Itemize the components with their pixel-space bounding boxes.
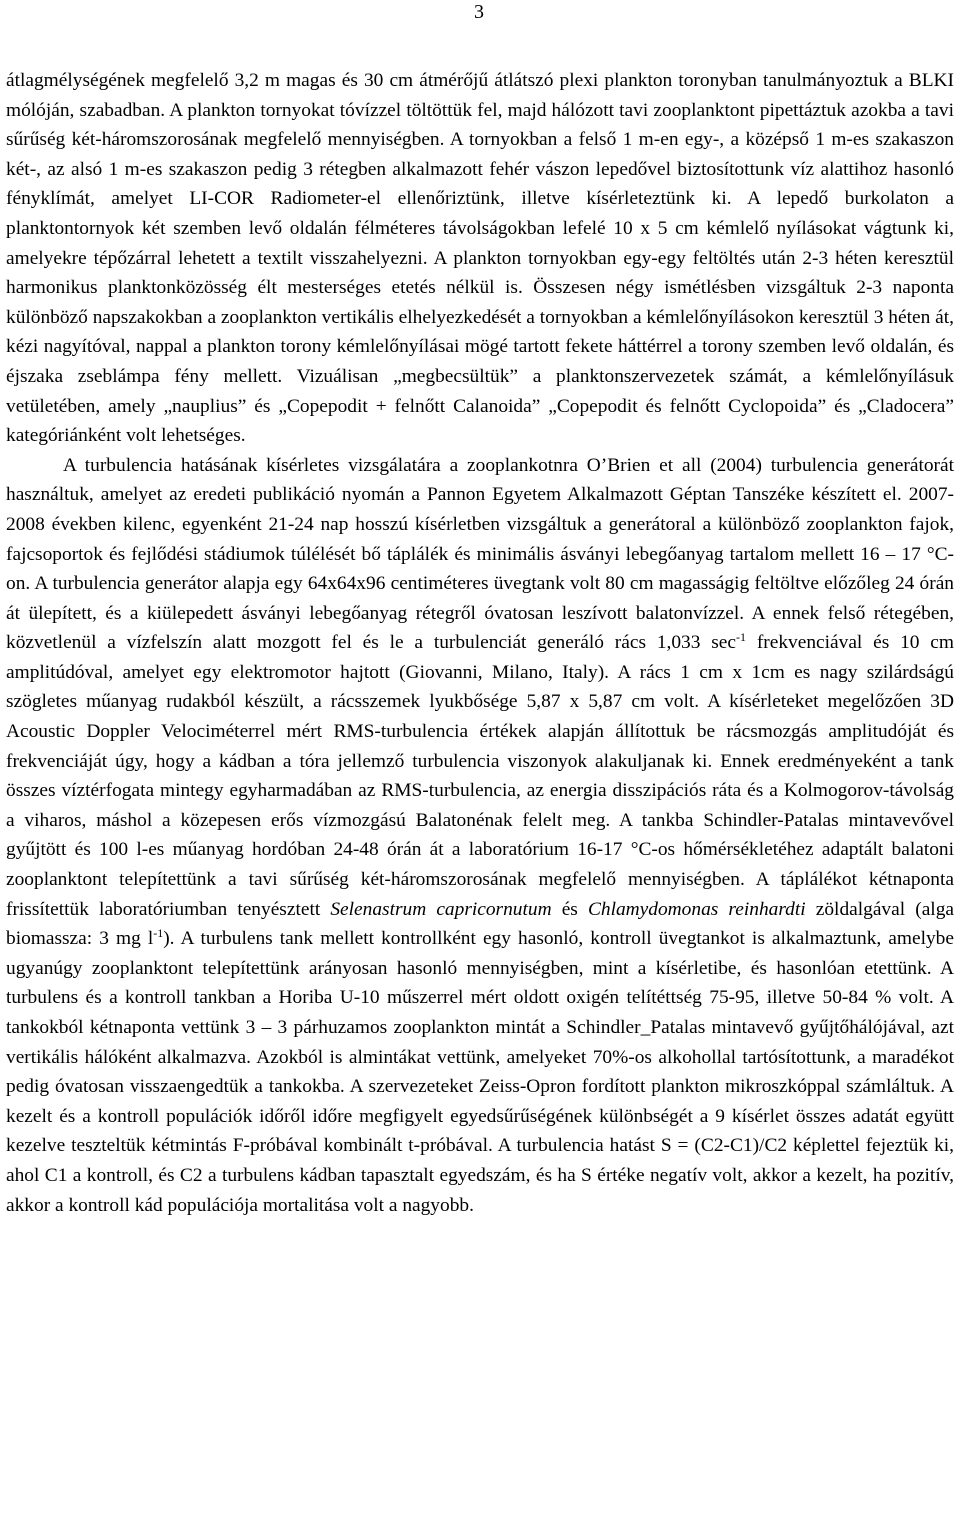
paragraph-text: A turbulencia hatásának kísérletes vizsgálatára a zooplankotnra O’Brien et all (2004) turbulencia generátorát használtuk, amelyet az eredeti publikáció nyomán a Pannon Egyetem Alkalmazott Géptan Tanszéke készített el. 2007-2008 években kilenc, egyenként 21-24 nap hosszú kísérletben vizsgáltuk a generátoral a különböző zooplankton fajok, fajcsoportok és fejlődési stádiumok túlélését bő táplálék és minimális ásványi lebegőanyag tartalom mellett 16 – 17 °C-on. A turbulencia generátor alapja egy 64x64x96 centiméteres üvegtank volt 80 cm magasságig feltöltve előzőleg 24 órán át ülepített, és a kiülepedett ásványi lebegőanyag rétegről óvatosan leszívott balatonvízzel. A ennek felső rétegében, közvetlenül a vízfelszín alatt mozgott fel és le a turbulenciát generáló rács 1,033 sec: [6, 454, 954, 654]
paragraph-text: zöldalgával (alga biomassza: 3 mg l: [6, 898, 954, 950]
species-name-italic: Chlamydomonas reinhardti: [587, 898, 806, 920]
species-name-italic: Selenastrum capricornutum: [330, 898, 552, 920]
paragraph-turbulence-experiment: [6, 451, 954, 1220]
superscript: -1: [153, 926, 164, 941]
paragraph-text: ). A turbulens tank mellett kontrollként egy hasonló, kontroll üvegtankot is alkalmaztunk, amelybe ugyanúgy zooplanktont telepítettünk arányosan hasonló mennyiségben, mint a kísérletibe, és hasonlóan etettünk. A turbulens és a kontroll tankban a Horiba U-10 műszerrel mért oldott oxigén telítéttség 75-95, illetve 50-84 % volt. A tankokból kétnaponta vettünk 3 – 3 párhuzamos zooplankton mintát a Schindler_Patalas mintavevő gyűjtőhálójával, azt vertikális hálóként alkalmazva. Azokból is almintákat vettünk, amelyeket 70%-os alkohollal tartósítottunk, a maradékot pedig óvatosan visszaengedtük a tankokba. A szervezeteket Zeiss-Opron fordított plankton mikroszkóppal számláltuk. A kezelt és a kontroll populációk időről időre megfigyelt egyedsűrűségének különbségét a 9 kísérlet összes adatát együtt kezelve teszteltük kétmintás F-próbával kombinált t-próbával. A turbulencia hatást S = (C2-C1)/C2 képlettel fejeztük ki, ahol C1 a kontroll, és C2 a turbulens kádban tapasztalt egyedszám, és ha S értéke negatív volt, akkor a kezelt, ha pozitív, akkor a kontroll kád populációja mortalitása volt a nagyobb.: [6, 928, 954, 1216]
paragraph-text: átlagmélységének megfelelő 3,2 m magas és 30 cm átmérőjű átlátszó plexi plankton toronyban tanulmányoztuk a BLKI mólóján, szabadban. A plankton tornyokat tóvízzel töltöttük fel, majd hálózott tavi zooplanktont pipettáztuk azokba a tavi sűrűség két-háromszorosának megfelelő mennyiségben. A tornyokban a felső 1 m-en egy-, a középső 1 m-es szakaszon két-, az alsó 1 m-es szakaszon pedig 3 rétegben alkalmazott fehér vászon lepedővel biztosítottunk víz alattihoz hasonló fényklímát, amelyet LI-COR Radiometer-el ellenőriztünk, illetve kísérleteztünk ki. A lepedő burkolaton a planktontornyok két szemben levő oldalán félméteres távolságokban lefelé 10 x 5 cm kémlelő nyílásokat vágtunk ki, amelyekre tépőzárral lehetett a textilt visszahelyezni. A plankton tornyokban egy-egy feltöltés után 2-3 héten keresztül harmonikus planktonközösség élt mesterséges etetés nélkül is. Összesen négy ismétlésben vizsgáltuk 2-3 naponta különböző napszakokban a zooplankton vertikális elhelyezkedését a tornyokban a kémlelőnyílásokon keresztül 3 héten át, kézi nagyítóval, nappal a plankton torony kémlelőnyílásai mögé tartott fekete háttérrel a torony szemben levő oldalán, és éjszaka zseblámpa fény mellett. Vizuálisan „megbecsültük” a planktonszervezetek számát, a kémlelőnyílásuk vetületében, amely „nauplius” és „Copepodit + felnőtt Calanoida” „Copepodit és felnőtt Cyclopoida” és „Cladocera” kategóriánként volt lehetséges.: [6, 70, 954, 447]
paragraph-text: és: [551, 898, 588, 920]
page-number: 3: [474, 1, 484, 23]
paragraph-text: frekvenciával és 10 cm amplitúdóval, amelyet egy elektromotor hajtott (Giovanni, Milano, Italy). A rács 1 cm x 1cm es nagy szilárdságú szögletes műanyag rudakból készült, a rácsszemek lyukbősége 5,87 x 5,87 cm volt. A kísérleteket megelőzően 3D Acoustic Doppler Velociméterrel mért RMS-turbulencia értékek alapján állítottuk be rácsmozgás amplitudóját és frekvenciáját úgy, hogy a kádban a tóra jellemző turbulencia viszonyok alakuljanak ki. Ennek eredményeként a tank összes víztérfogata mintegy egyharmadában az RMS-turbulencia, az energia disszipációs ráta és a Kolmogorov-távolság a viharos, máshol a közepesen erős vízmozgású Balatonénak felelt meg. A tankba Schindler-Patalas mintavevővel gyűjtött és 100 l-es műanyag hordóban 24-48 órán át a laboratórium 16-17 °C-os hőmérsékletéhez adaptált balatoni zooplanktont telepítettünk a tavi sűrűség két-háromszorosának megfelelő mennyiségben. A táplálékot kétnaponta frissítettük laboratóriumban tenyésztett: [6, 632, 954, 920]
body-text: [6, 66, 954, 1220]
paragraph-plankton-tower: [6, 66, 954, 451]
superscript: -1: [736, 630, 747, 645]
